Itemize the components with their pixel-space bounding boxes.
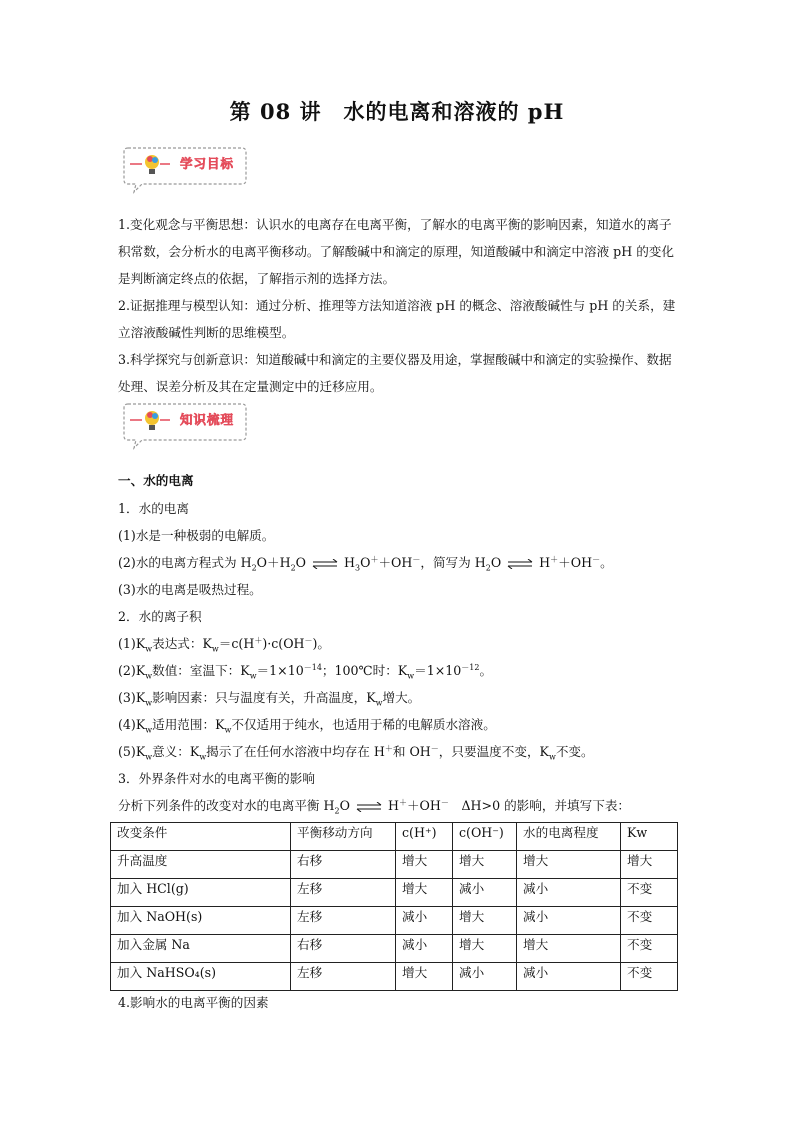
table-cell: 减小 bbox=[396, 907, 453, 935]
table-cell: 左移 bbox=[291, 879, 396, 907]
text-line: (3)水的电离是吸热过程。 bbox=[118, 582, 262, 597]
table-cell: 增大 bbox=[453, 935, 517, 963]
table-cell: 减小 bbox=[453, 963, 517, 991]
kw-value-line: $(2)K_w$数值：室温下：$K_w=1\times 10^{-14}$；100℃时：$K_w=1\times 10^{-12}$。 bbox=[118, 662, 493, 681]
table-cell: 增大 bbox=[396, 851, 453, 879]
table-header: c(H⁺) bbox=[396, 823, 453, 851]
table-cell: 增大 bbox=[517, 935, 621, 963]
badge-learning-goals bbox=[120, 146, 248, 194]
table-row bbox=[111, 963, 678, 991]
equilibrium-arrow-icon bbox=[356, 802, 382, 812]
table-header: 水的电离程度 bbox=[517, 823, 621, 851]
kw-meaning-line: $(5)K_w$意义：$K_w$揭示了在任何水溶液中均存在 H＋和 OH－，只要温度不变，$K_w$不变。 bbox=[118, 743, 594, 762]
table-cell: 减小 bbox=[453, 879, 517, 907]
table-row bbox=[111, 879, 678, 907]
table-cell: 减小 bbox=[517, 907, 621, 935]
equilibrium-arrow-icon bbox=[507, 559, 533, 569]
badge-knowledge-review bbox=[120, 402, 248, 450]
goal-2: 2.证据推理与模型认知：通过分析、推理等方法知道溶液 pH 的概念、溶液酸碱性与 pH 的关系，建立溶液酸碱性判断的思维模型。 bbox=[118, 298, 676, 340]
table-cell: 不变 bbox=[621, 907, 678, 935]
table-header: 改变条件 bbox=[111, 823, 291, 851]
table-cell: 增大 bbox=[453, 851, 517, 879]
table-cell: 增大 bbox=[517, 851, 621, 879]
table-cell: 增大 bbox=[621, 851, 678, 879]
table-cell: 减小 bbox=[517, 879, 621, 907]
ionization-equation-line: (2)水的电离方程式为 $H_2O+H_2O$ $H_3O^++OH^-$，简写为 $H_2O$ H＋＋OH－。 bbox=[118, 554, 613, 573]
table-cell: 左移 bbox=[291, 907, 396, 935]
subheading: 1．水的电离 bbox=[118, 501, 189, 516]
table-cell: 加入 NaOH(s) bbox=[111, 907, 291, 935]
table-cell: 不变 bbox=[621, 879, 678, 907]
goal-1: 1.变化观念与平衡思想：认识水的电离存在电离平衡，了解水的电离平衡的影响因素，知道水的离子积常数，会分析水的电离平衡移动。了解酸碱中和滴定的原理，知道酸碱中和滴定中溶液 pH 的变化是判断滴定终点的依据，了解指示剂的选择方法。 bbox=[118, 217, 674, 286]
table-cell: 右移 bbox=[291, 851, 396, 879]
table-header: c(OH⁻) bbox=[453, 823, 517, 851]
table-cell: 不变 bbox=[621, 963, 678, 991]
equilibrium-table bbox=[110, 822, 678, 991]
table-cell: 增大 bbox=[396, 879, 453, 907]
equilibrium-arrow-icon bbox=[312, 559, 338, 569]
table-header: 平衡移动方向 bbox=[291, 823, 396, 851]
table-header: Kw bbox=[621, 823, 678, 851]
badge-label: 学习目标 bbox=[179, 156, 234, 171]
page-title: 第 08 讲 水的电离和溶液的 pH bbox=[229, 99, 565, 124]
table-cell: 减小 bbox=[517, 963, 621, 991]
table-cell: 增大 bbox=[396, 963, 453, 991]
table-header-row bbox=[111, 823, 678, 851]
kw-expression-line: $(1)K_w$表达式：$K_w=c(H^+)\cdot c(OH^-)$。 bbox=[118, 635, 331, 654]
section-heading: 一、水的电离 bbox=[118, 473, 194, 488]
table-intro: 分析下列条件的改变对水的电离平衡 $H_2O$ H＋＋OH－ ΔH>0 的影响，并填写下表： bbox=[118, 797, 631, 816]
kw-scope-line: $(4)K_w$适用范围：$K_w$不仅适用于纯水，也适用于稀的电解质水溶液。 bbox=[118, 717, 496, 735]
table-cell: 加入 NaHSO₄(s) bbox=[111, 963, 291, 991]
table-cell: 升高温度 bbox=[111, 851, 291, 879]
table-cell: 加入 HCl(g) bbox=[111, 879, 291, 907]
kw-factor-line: $(3)K_w$影响因素：只与温度有关，升高温度，$K_w$增大。 bbox=[118, 690, 421, 708]
table-cell: 右移 bbox=[291, 935, 396, 963]
table-row bbox=[111, 935, 678, 963]
table-cell: 增大 bbox=[453, 907, 517, 935]
table-cell: 不变 bbox=[621, 935, 678, 963]
subheading: 2．水的离子积 bbox=[118, 609, 202, 624]
table-cell: 加入金属 Na bbox=[111, 935, 291, 963]
subheading: 3．外界条件对水的电离平衡的影响 bbox=[118, 771, 315, 786]
badge-label: 知识梳理 bbox=[179, 412, 234, 427]
subheading: 4.影响水的电离平衡的因素 bbox=[118, 995, 269, 1010]
table-row bbox=[111, 907, 678, 935]
table-row bbox=[111, 851, 678, 879]
text-line: (1)水是一种极弱的电解质。 bbox=[118, 528, 275, 543]
table-cell: 减小 bbox=[396, 935, 453, 963]
table-cell: 左移 bbox=[291, 963, 396, 991]
goal-3: 3.科学探究与创新意识：知道酸碱中和滴定的主要仪器及用途，掌握酸碱中和滴定的实验操作、数据处理、误差分析及其在定量测定中的迁移应用。 bbox=[118, 352, 672, 394]
